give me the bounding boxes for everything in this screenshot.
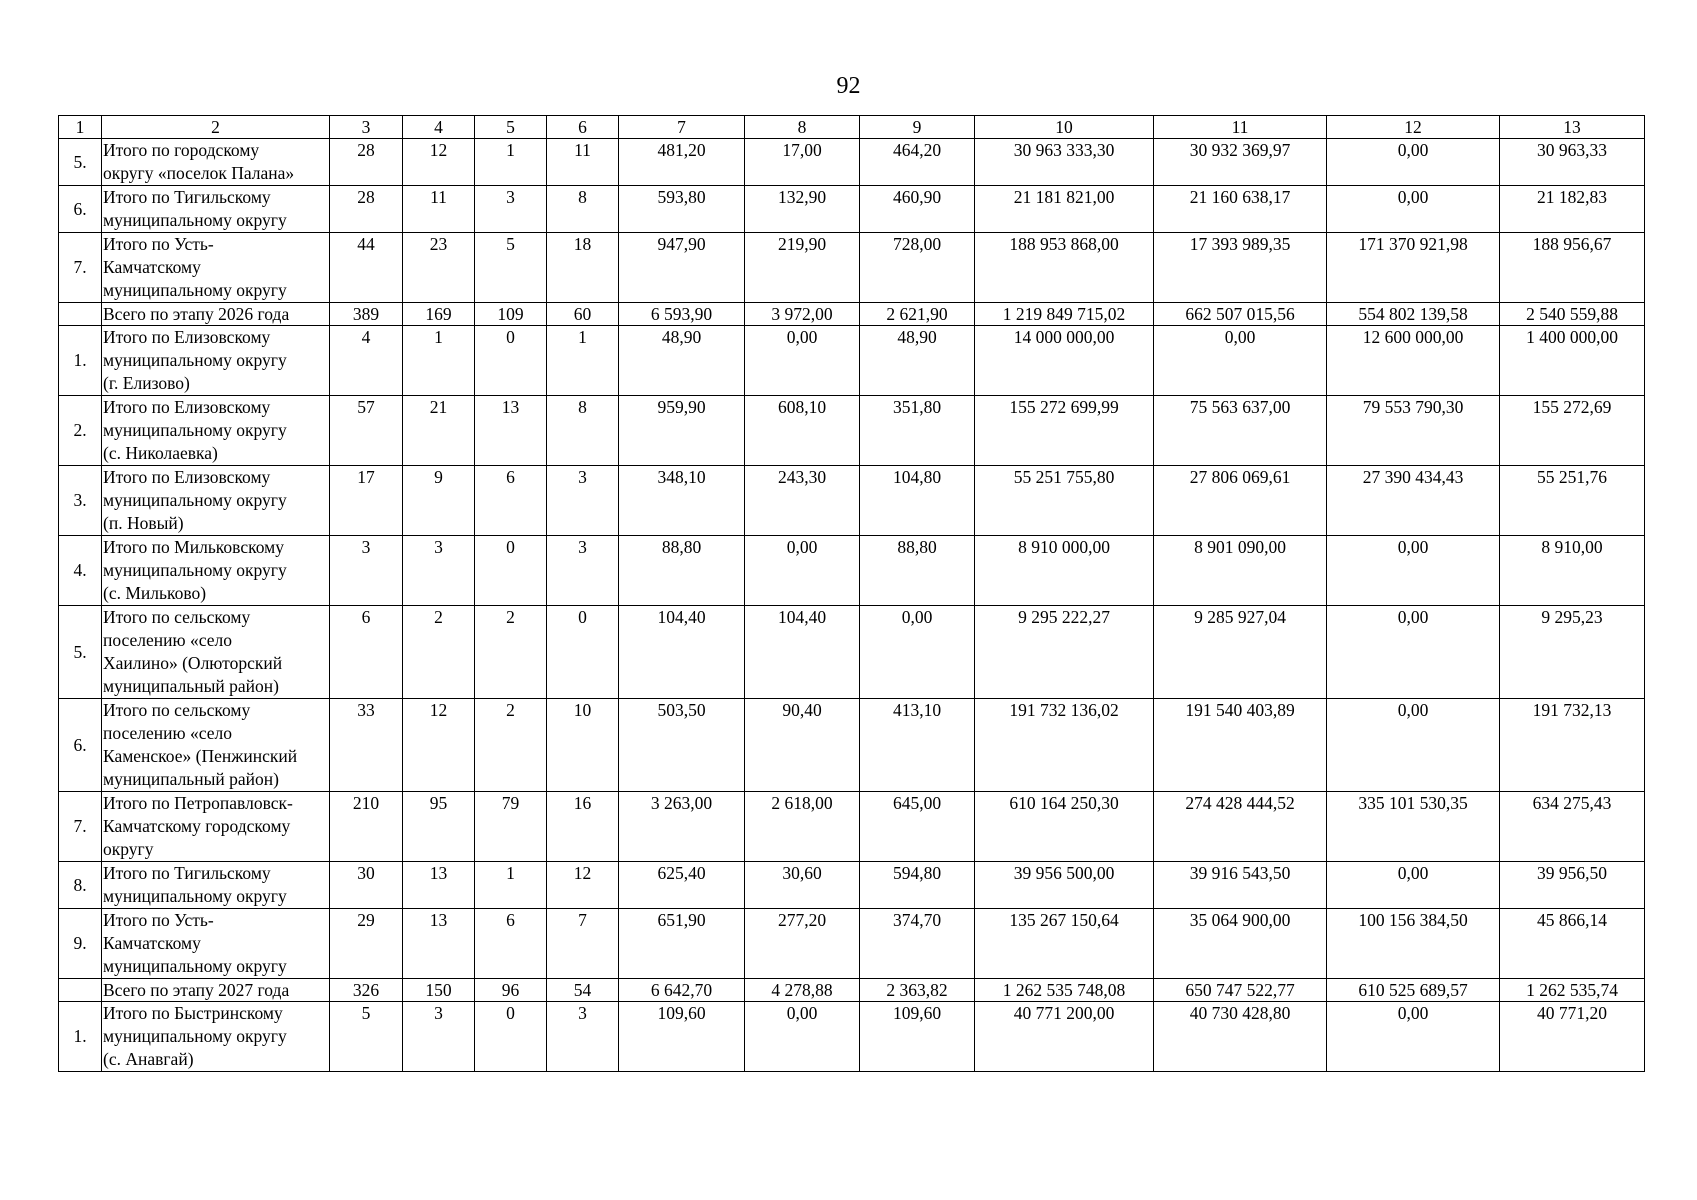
value-cell-col-4: 12: [403, 139, 475, 186]
value-cell-col-3: 5: [330, 1002, 403, 1072]
value-cell-col-9: 645,00: [860, 792, 975, 862]
name-line: поселению «село: [103, 723, 232, 743]
value-cell-col-11: 9 285 927,04: [1154, 606, 1327, 699]
value-cell-col-7: 6 593,90: [619, 303, 745, 326]
column-number-header: 4: [403, 116, 475, 139]
value-cell-col-3: 3: [330, 536, 403, 606]
value-cell-col-8: 0,00: [745, 326, 860, 396]
value-cell-col-5: 2: [475, 606, 547, 699]
value-cell-col-3: 4: [330, 326, 403, 396]
value-cell-col-12: 79 553 790,30: [1327, 396, 1500, 466]
table-row: [59, 186, 1645, 233]
value-cell-col-8: 243,30: [745, 466, 860, 536]
value-cell-col-4: 1: [403, 326, 475, 396]
name-line: муниципальному округу: [103, 210, 287, 230]
value-cell-col-5: 0: [475, 536, 547, 606]
value-cell-col-13: 191 732,13: [1500, 699, 1645, 792]
value-cell-col-10: 8 910 000,00: [975, 536, 1154, 606]
municipality-name: [102, 909, 330, 979]
value-cell-col-3: 29: [330, 909, 403, 979]
value-cell-col-13: 9 295,23: [1500, 606, 1645, 699]
value-cell-col-3: 326: [330, 979, 403, 1002]
municipality-name: [102, 326, 330, 396]
value-cell-col-10: 14 000 000,00: [975, 326, 1154, 396]
value-cell-col-5: 0: [475, 326, 547, 396]
value-cell-col-5: 3: [475, 186, 547, 233]
value-cell-col-3: 28: [330, 186, 403, 233]
value-cell-col-4: 95: [403, 792, 475, 862]
value-cell-col-8: 17,00: [745, 139, 860, 186]
value-cell-col-9: 413,10: [860, 699, 975, 792]
total-row: [59, 979, 1645, 1002]
name-line: муниципальному округу: [103, 420, 287, 440]
value-cell-col-6: 3: [547, 1002, 619, 1072]
value-cell-col-12: 610 525 689,57: [1327, 979, 1500, 1002]
name-line: Камчатскому: [103, 257, 201, 277]
name-line: Каменское» (Пенжинский: [103, 746, 298, 766]
value-cell-col-11: 662 507 015,56: [1154, 303, 1327, 326]
value-cell-col-5: 96: [475, 979, 547, 1002]
table-row: [59, 606, 1645, 699]
data-table: [58, 115, 1645, 1072]
value-cell-col-3: 17: [330, 466, 403, 536]
name-line: Итого по Елизовскому: [103, 397, 271, 417]
value-cell-col-7: 109,60: [619, 1002, 745, 1072]
value-cell-col-5: 2: [475, 699, 547, 792]
name-line: Итого по Тигильскому: [103, 187, 271, 207]
value-cell-col-11: 27 806 069,61: [1154, 466, 1327, 536]
value-cell-col-12: 0,00: [1327, 1002, 1500, 1072]
column-number-header: 11: [1154, 116, 1327, 139]
value-cell-col-9: 109,60: [860, 1002, 975, 1072]
stage-total-label: [102, 979, 330, 1002]
value-cell-col-8: 90,40: [745, 699, 860, 792]
value-cell-col-12: 554 802 139,58: [1327, 303, 1500, 326]
value-cell-col-12: 0,00: [1327, 699, 1500, 792]
value-cell-col-5: 79: [475, 792, 547, 862]
value-cell-col-6: 0: [547, 606, 619, 699]
value-cell-col-10: 21 181 821,00: [975, 186, 1154, 233]
name-line: Итого по сельскому: [103, 607, 251, 627]
name-line: муниципальному округу: [103, 350, 287, 370]
value-cell-col-10: 39 956 500,00: [975, 862, 1154, 909]
value-cell-col-7: 3 263,00: [619, 792, 745, 862]
value-cell-col-13: 21 182,83: [1500, 186, 1645, 233]
value-cell-col-4: 13: [403, 862, 475, 909]
value-cell-col-6: 54: [547, 979, 619, 1002]
value-cell-col-9: 594,80: [860, 862, 975, 909]
name-line: Всего по этапу 2027 года: [103, 980, 290, 1000]
value-cell-col-6: 10: [547, 699, 619, 792]
municipality-name: [102, 792, 330, 862]
column-number-header: 1: [59, 116, 102, 139]
name-line: муниципальному округу: [103, 956, 287, 976]
row-number: 3.: [59, 466, 102, 536]
municipality-name: [102, 139, 330, 186]
municipality-name: [102, 536, 330, 606]
municipality-name: [102, 233, 330, 303]
value-cell-col-9: 104,80: [860, 466, 975, 536]
name-line: (с. Анавгай): [103, 1049, 194, 1069]
value-cell-col-5: 1: [475, 862, 547, 909]
column-number-header: 2: [102, 116, 330, 139]
municipality-name: [102, 466, 330, 536]
name-line: (с. Николаевка): [103, 443, 218, 463]
table-row: [59, 699, 1645, 792]
table-body: [59, 139, 1645, 1072]
name-line: Итого по Быстринскому: [103, 1003, 283, 1023]
name-line: муниципальному округу: [103, 1026, 287, 1046]
value-cell-col-7: 88,80: [619, 536, 745, 606]
value-cell-col-10: 55 251 755,80: [975, 466, 1154, 536]
value-cell-col-12: 171 370 921,98: [1327, 233, 1500, 303]
value-cell-col-4: 169: [403, 303, 475, 326]
value-cell-col-11: 191 540 403,89: [1154, 699, 1327, 792]
value-cell-col-5: 6: [475, 909, 547, 979]
value-cell-col-11: 35 064 900,00: [1154, 909, 1327, 979]
value-cell-col-11: 40 730 428,80: [1154, 1002, 1327, 1072]
municipality-name: [102, 1002, 330, 1072]
name-line: округу «поселок Палана»: [103, 163, 295, 183]
value-cell-col-11: 39 916 543,50: [1154, 862, 1327, 909]
value-cell-col-7: 48,90: [619, 326, 745, 396]
column-number-header: 10: [975, 116, 1154, 139]
value-cell-col-8: 132,90: [745, 186, 860, 233]
row-number: 8.: [59, 862, 102, 909]
name-line: (с. Мильково): [103, 583, 207, 603]
value-cell-col-6: 8: [547, 396, 619, 466]
value-cell-col-12: 100 156 384,50: [1327, 909, 1500, 979]
value-cell-col-8: 4 278,88: [745, 979, 860, 1002]
value-cell-col-9: 88,80: [860, 536, 975, 606]
value-cell-col-3: 33: [330, 699, 403, 792]
value-cell-col-4: 2: [403, 606, 475, 699]
column-number-row: [59, 116, 1645, 139]
value-cell-col-10: 191 732 136,02: [975, 699, 1154, 792]
value-cell-col-6: 60: [547, 303, 619, 326]
value-cell-col-3: 389: [330, 303, 403, 326]
value-cell-col-9: 460,90: [860, 186, 975, 233]
value-cell-col-12: 0,00: [1327, 862, 1500, 909]
value-cell-col-9: 728,00: [860, 233, 975, 303]
name-line: Итого по Мильковскому: [103, 537, 284, 557]
name-line: Итого по Тигильскому: [103, 863, 271, 883]
value-cell-col-7: 625,40: [619, 862, 745, 909]
value-cell-col-12: 12 600 000,00: [1327, 326, 1500, 396]
row-number: 4.: [59, 536, 102, 606]
table-row: [59, 396, 1645, 466]
name-line: Хаилино» (Олюторский: [103, 653, 283, 673]
value-cell-col-9: 351,80: [860, 396, 975, 466]
name-line: муниципальному округу: [103, 280, 287, 300]
column-number-header: 5: [475, 116, 547, 139]
value-cell-col-6: 8: [547, 186, 619, 233]
value-cell-col-3: 6: [330, 606, 403, 699]
name-line: (г. Елизово): [103, 373, 190, 393]
page-number: 92: [836, 73, 861, 99]
name-line: Итого по городскому: [103, 140, 260, 160]
value-cell-col-5: 1: [475, 139, 547, 186]
value-cell-col-13: 45 866,14: [1500, 909, 1645, 979]
value-cell-col-11: 30 932 369,97: [1154, 139, 1327, 186]
value-cell-col-6: 7: [547, 909, 619, 979]
value-cell-col-7: 481,20: [619, 139, 745, 186]
value-cell-col-13: 30 963,33: [1500, 139, 1645, 186]
column-number-header: 3: [330, 116, 403, 139]
row-number: 5.: [59, 139, 102, 186]
total-row: [59, 303, 1645, 326]
value-cell-col-5: 5: [475, 233, 547, 303]
value-cell-col-13: 1 400 000,00: [1500, 326, 1645, 396]
row-number: 1.: [59, 1002, 102, 1072]
value-cell-col-11: 274 428 444,52: [1154, 792, 1327, 862]
column-number-header: 12: [1327, 116, 1500, 139]
value-cell-col-4: 11: [403, 186, 475, 233]
table-row: [59, 326, 1645, 396]
value-cell-col-13: 634 275,43: [1500, 792, 1645, 862]
name-line: поселению «село: [103, 630, 232, 650]
value-cell-col-3: 57: [330, 396, 403, 466]
value-cell-col-4: 3: [403, 1002, 475, 1072]
value-cell-col-8: 104,40: [745, 606, 860, 699]
value-cell-col-8: 277,20: [745, 909, 860, 979]
row-number: 6.: [59, 186, 102, 233]
table-row: [59, 233, 1645, 303]
value-cell-col-5: 13: [475, 396, 547, 466]
table-row: [59, 536, 1645, 606]
column-number-header: 6: [547, 116, 619, 139]
value-cell-col-10: 30 963 333,30: [975, 139, 1154, 186]
value-cell-col-9: 2 363,82: [860, 979, 975, 1002]
value-cell-col-8: 608,10: [745, 396, 860, 466]
name-line: Камчатскому городскому: [103, 816, 291, 836]
municipality-name: [102, 186, 330, 233]
value-cell-col-12: 0,00: [1327, 186, 1500, 233]
value-cell-col-10: 1 262 535 748,08: [975, 979, 1154, 1002]
value-cell-col-8: 3 972,00: [745, 303, 860, 326]
value-cell-col-3: 28: [330, 139, 403, 186]
value-cell-col-10: 135 267 150,64: [975, 909, 1154, 979]
value-cell-col-12: 27 390 434,43: [1327, 466, 1500, 536]
value-cell-col-8: 0,00: [745, 1002, 860, 1072]
value-cell-col-9: 2 621,90: [860, 303, 975, 326]
value-cell-col-4: 3: [403, 536, 475, 606]
value-cell-col-4: 150: [403, 979, 475, 1002]
value-cell-col-12: 0,00: [1327, 606, 1500, 699]
value-cell-col-5: 109: [475, 303, 547, 326]
name-line: (п. Новый): [103, 513, 184, 533]
table-row: [59, 139, 1645, 186]
value-cell-col-9: 464,20: [860, 139, 975, 186]
value-cell-col-12: 0,00: [1327, 139, 1500, 186]
name-line: Всего по этапу 2026 года: [103, 304, 290, 324]
value-cell-col-12: 335 101 530,35: [1327, 792, 1500, 862]
value-cell-col-13: 155 272,69: [1500, 396, 1645, 466]
value-cell-col-3: 210: [330, 792, 403, 862]
value-cell-col-13: 8 910,00: [1500, 536, 1645, 606]
column-number-header: 8: [745, 116, 860, 139]
row-number: 2.: [59, 396, 102, 466]
value-cell-col-11: 75 563 637,00: [1154, 396, 1327, 466]
value-cell-col-11: 17 393 989,35: [1154, 233, 1327, 303]
name-line: муниципальный район): [103, 676, 279, 696]
row-number: [59, 979, 102, 1002]
name-line: Итого по Усть-: [103, 234, 214, 254]
row-number: 1.: [59, 326, 102, 396]
value-cell-col-4: 13: [403, 909, 475, 979]
value-cell-col-10: 155 272 699,99: [975, 396, 1154, 466]
value-cell-col-5: 6: [475, 466, 547, 536]
table-row: [59, 792, 1645, 862]
value-cell-col-7: 593,80: [619, 186, 745, 233]
value-cell-col-4: 12: [403, 699, 475, 792]
value-cell-col-10: 40 771 200,00: [975, 1002, 1154, 1072]
value-cell-col-6: 18: [547, 233, 619, 303]
value-cell-col-6: 1: [547, 326, 619, 396]
value-cell-col-5: 0: [475, 1002, 547, 1072]
value-cell-col-10: 188 953 868,00: [975, 233, 1154, 303]
name-line: Камчатскому: [103, 933, 201, 953]
value-cell-col-7: 104,40: [619, 606, 745, 699]
value-cell-col-10: 1 219 849 715,02: [975, 303, 1154, 326]
name-line: Итого по Петропавловск-: [103, 793, 293, 813]
table-row: [59, 1002, 1645, 1072]
name-line: Итого по Елизовскому: [103, 327, 271, 347]
row-number: 6.: [59, 699, 102, 792]
value-cell-col-8: 219,90: [745, 233, 860, 303]
value-cell-col-13: 39 956,50: [1500, 862, 1645, 909]
stage-total-label: [102, 303, 330, 326]
value-cell-col-4: 23: [403, 233, 475, 303]
municipality-name: [102, 862, 330, 909]
value-cell-col-3: 30: [330, 862, 403, 909]
value-cell-col-11: 650 747 522,77: [1154, 979, 1327, 1002]
value-cell-col-11: 21 160 638,17: [1154, 186, 1327, 233]
municipality-name: [102, 396, 330, 466]
row-number: 5.: [59, 606, 102, 699]
table-row: [59, 862, 1645, 909]
value-cell-col-8: 30,60: [745, 862, 860, 909]
value-cell-col-10: 9 295 222,27: [975, 606, 1154, 699]
value-cell-col-7: 959,90: [619, 396, 745, 466]
name-line: округу: [103, 839, 154, 859]
value-cell-col-13: 2 540 559,88: [1500, 303, 1645, 326]
value-cell-col-8: 0,00: [745, 536, 860, 606]
value-cell-col-7: 947,90: [619, 233, 745, 303]
name-line: Итого по Елизовскому: [103, 467, 271, 487]
column-number-header: 7: [619, 116, 745, 139]
value-cell-col-4: 9: [403, 466, 475, 536]
row-number: 7.: [59, 233, 102, 303]
value-cell-col-7: 503,50: [619, 699, 745, 792]
value-cell-col-12: 0,00: [1327, 536, 1500, 606]
value-cell-col-13: 1 262 535,74: [1500, 979, 1645, 1002]
value-cell-col-6: 11: [547, 139, 619, 186]
name-line: муниципальному округу: [103, 886, 287, 906]
table-row: [59, 909, 1645, 979]
value-cell-col-13: 40 771,20: [1500, 1002, 1645, 1072]
value-cell-col-9: 48,90: [860, 326, 975, 396]
value-cell-col-7: 6 642,70: [619, 979, 745, 1002]
value-cell-col-7: 651,90: [619, 909, 745, 979]
value-cell-col-3: 44: [330, 233, 403, 303]
value-cell-col-4: 21: [403, 396, 475, 466]
value-cell-col-10: 610 164 250,30: [975, 792, 1154, 862]
column-number-header: 13: [1500, 116, 1645, 139]
value-cell-col-6: 3: [547, 466, 619, 536]
row-number: 9.: [59, 909, 102, 979]
municipality-name: [102, 699, 330, 792]
value-cell-col-6: 12: [547, 862, 619, 909]
name-line: Итого по Усть-: [103, 910, 214, 930]
name-line: Итого по сельскому: [103, 700, 251, 720]
municipality-name: [102, 606, 330, 699]
value-cell-col-8: 2 618,00: [745, 792, 860, 862]
value-cell-col-11: 0,00: [1154, 326, 1327, 396]
name-line: муниципальный район): [103, 769, 279, 789]
value-cell-col-13: 188 956,67: [1500, 233, 1645, 303]
value-cell-col-9: 0,00: [860, 606, 975, 699]
value-cell-col-13: 55 251,76: [1500, 466, 1645, 536]
value-cell-col-6: 3: [547, 536, 619, 606]
value-cell-col-11: 8 901 090,00: [1154, 536, 1327, 606]
column-number-header: 9: [860, 116, 975, 139]
name-line: муниципальному округу: [103, 490, 287, 510]
value-cell-col-6: 16: [547, 792, 619, 862]
value-cell-col-9: 374,70: [860, 909, 975, 979]
table-row: [59, 466, 1645, 536]
name-line: муниципальному округу: [103, 560, 287, 580]
value-cell-col-7: 348,10: [619, 466, 745, 536]
row-number: 7.: [59, 792, 102, 862]
row-number: [59, 303, 102, 326]
